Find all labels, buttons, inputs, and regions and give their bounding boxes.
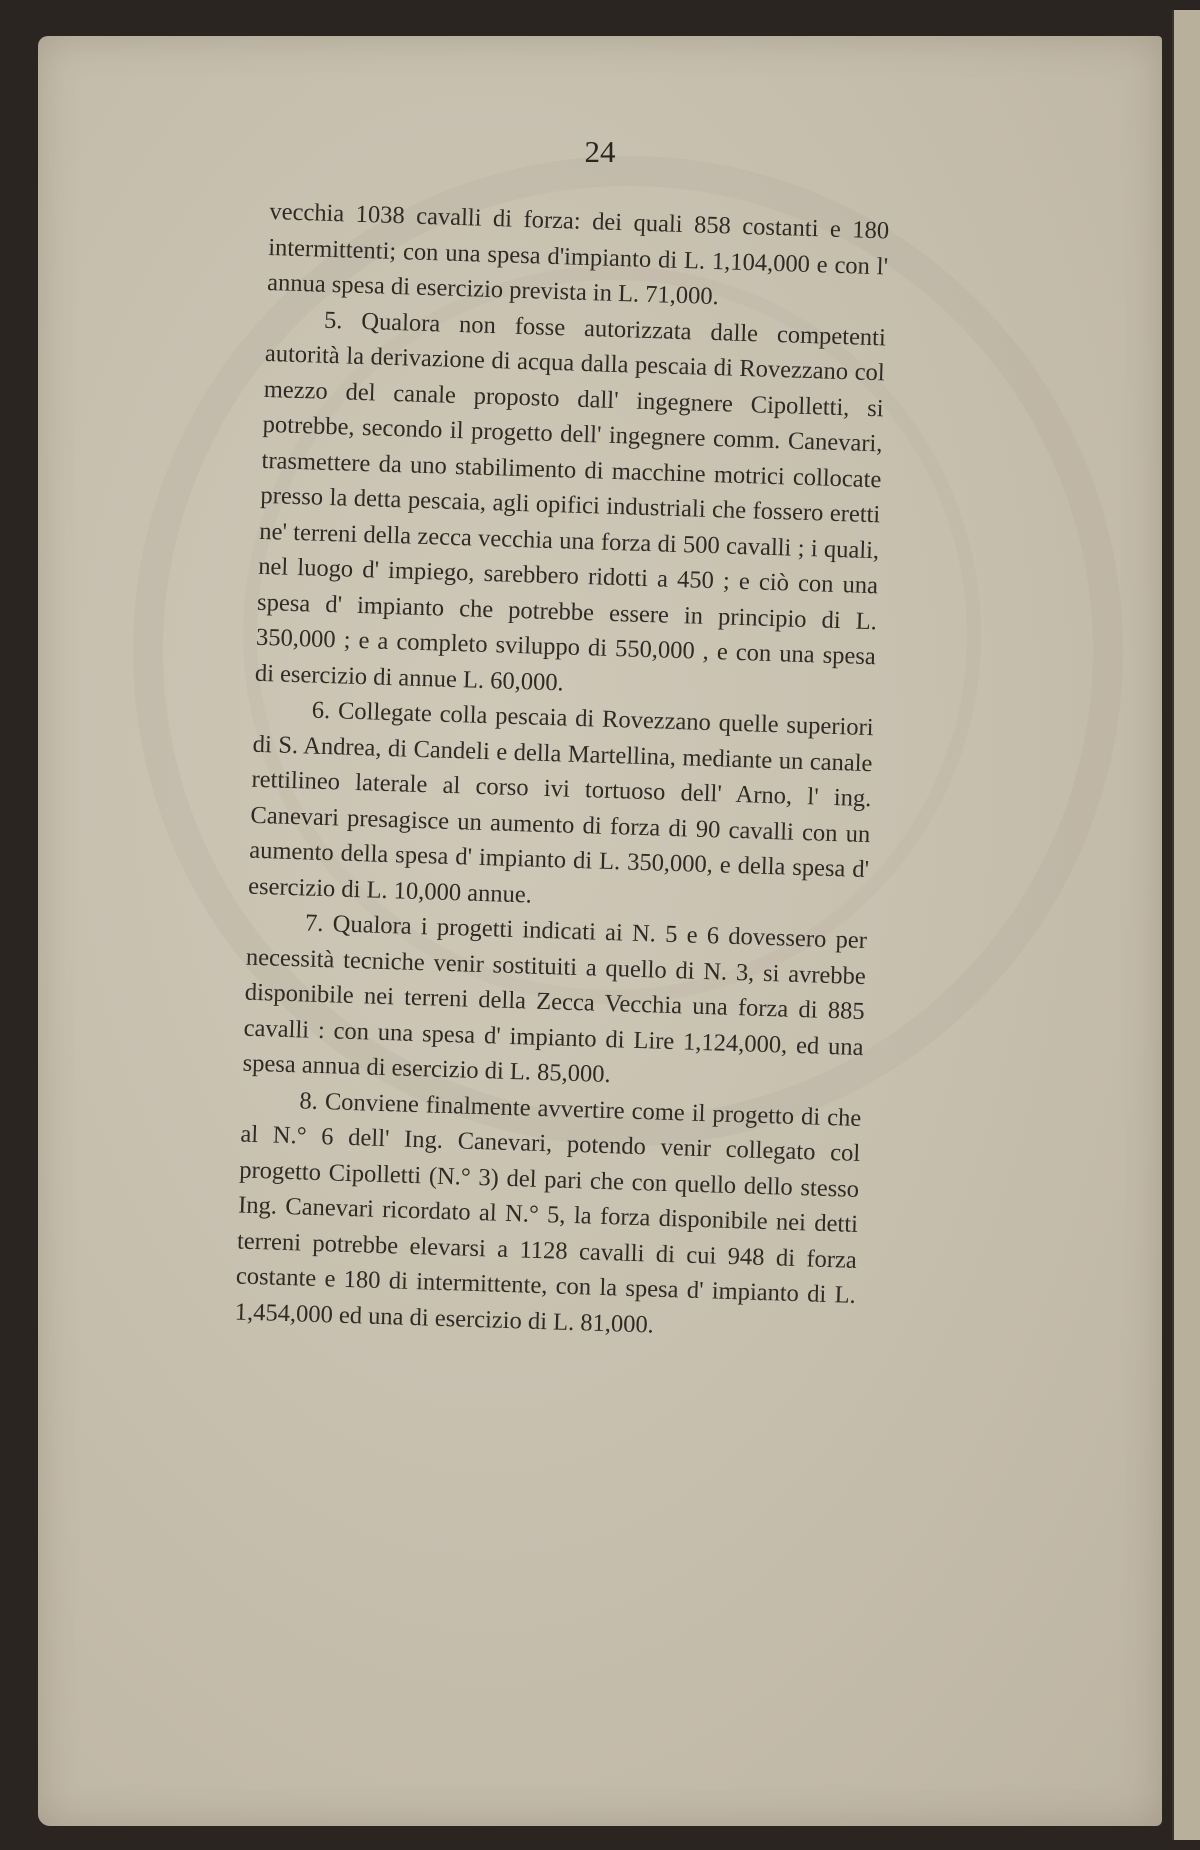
paragraph-6: 6. Collegate colla pescaia di Rovezzano quelle superiori di S. Andrea, di Candeli e della Martellina, mediante un canale rettilineo laterale al corso ivi tortuoso dell' Arno, l' ing. Canevari presagisce un aumento di forza di 90 cavalli con un aumento della spesa d' impianto di L. 350,000, e della spesa d' esercizio di L. 10,000 annue. [247,696,874,909]
paragraph-8: 8. Conviene finalmente avvertire come il progetto di che al N.° 6 dell' Ing. Canevari, potendo venir collegato col progetto Cipolletti (N.° 3) del pari che con quello dello stesso Ing. Canevari ricordato al N.° 5, la forza disponibile nei detti terreni potrebbe elevarsi a 1128 cavalli di cui 948 di forza costante e 180 di intermittente, con la spesa d' impianto di L. 1,454,000 ed una di esercizio di L. 81,000. [234,1086,862,1339]
body-text [234,194,889,1349]
paragraph-7: 7. Qualora i progetti indicati ai N. 5 e 6 dovessero per necessità tecniche venir sostituiti a quello di N. 3, si avrebbe disponibile nei terreni della Zecca Vecchia una forza di 885 cavalli : con una spesa d' impianto di Lire 1,124,000, ed una spesa annua di esercizio di L. 85,000. [242,909,868,1089]
page-number: 24 [584,134,616,169]
adjacent-page-edge [1172,10,1200,1840]
paragraph-5: 5. Qualora non fosse autorizzata dalle competenti autorità la derivazione di acqua dalla pescaia di Rovezzano col mezzo del canale proposto dall' ingegnere Cipolletti, si potrebbe, secondo il progetto dell' ingegnere comm. Canevari, trasmettere da uno stabilimento di macchine motrici collocate presso la detta pescaia, agli opifici industriali che fossero eretti ne' terreni della zecca vecchia una forza di 500 cavalli ; i quali, nel luogo d' impiego, sarebbero ridotti a 450 ; e ciò con una spesa d' impianto che potrebbe essere in principio di L. 350,000 ; e a completo sviluppo di 550,000 , e con una spesa di esercizio di annue L. 60,000. [254,306,887,696]
paragraph-continuation: vecchia 1038 cavalli di forza: dei quali 858 costanti e 180 intermittenti; con una spesa d'impianto di L. 1,104,000 e con l' annua spesa di esercizio prevista in L. 71,000. [266,197,890,311]
book-page [38,36,1162,1826]
